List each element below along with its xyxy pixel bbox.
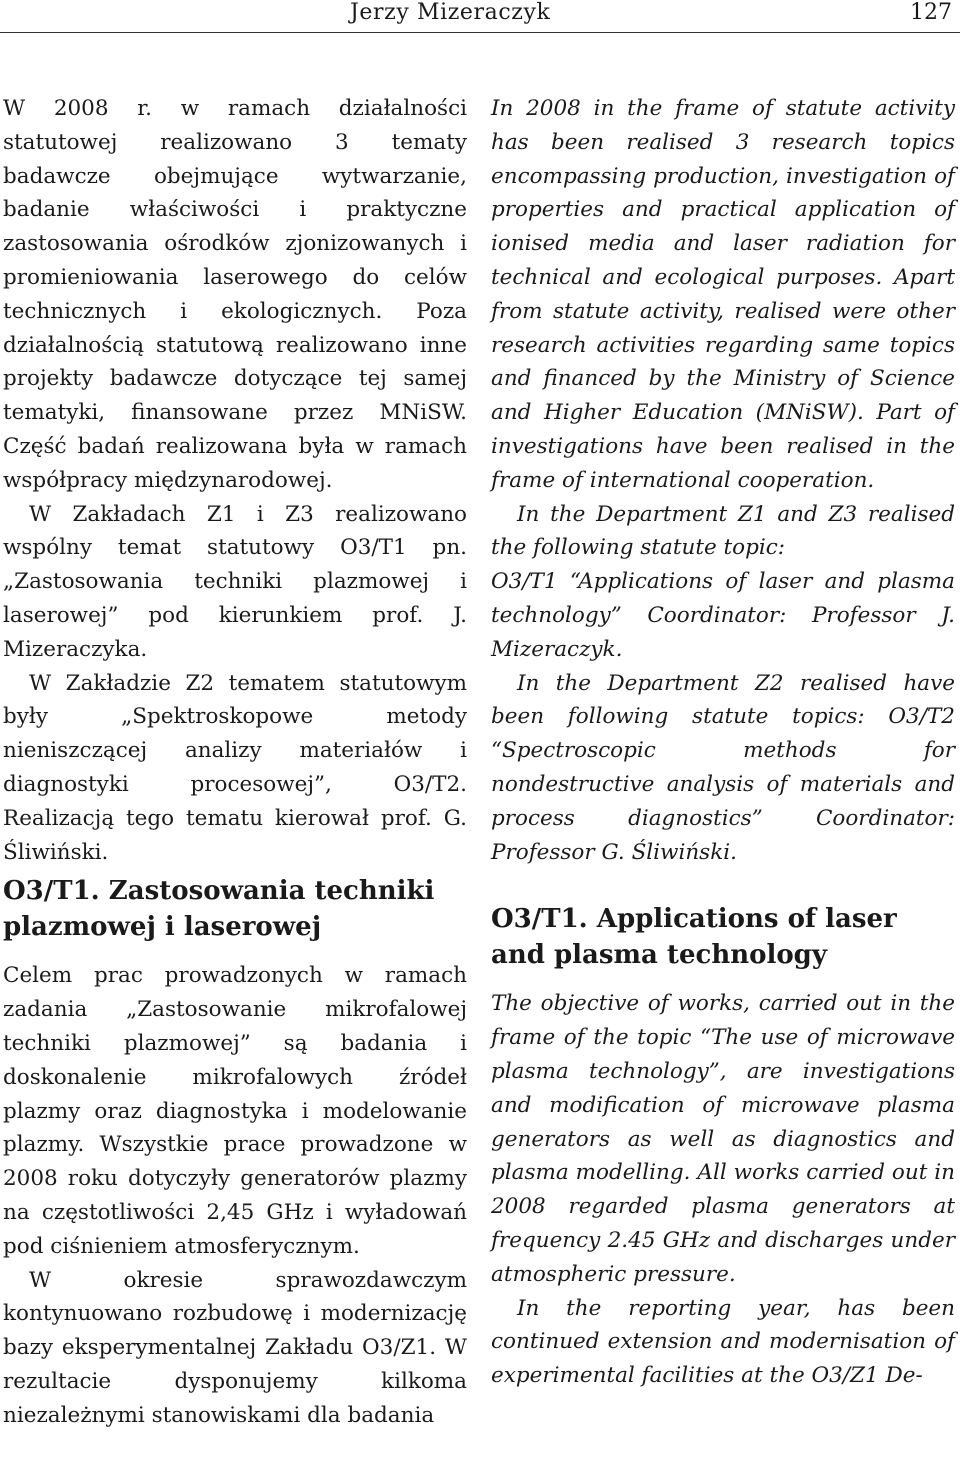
section-heading: O3/T1. Zastosowania techniki plazmowej i laserowej <box>3 876 435 943</box>
polish-column <box>3 92 467 1432</box>
english-column <box>491 92 955 1393</box>
intro-paragraph: W 2008 r. w ramach działalności statutowej realizowano 3 tematy badawcze obejmujące wytwarzanie, badanie właściwości i praktyczne zastosowania ośrodków zjonizowanych i promieniowania laserowego do celów technicznych i ekologicznych. Poza działalnością statutową realizowano inne projekty badawcze dotyczące tej samej tematyki, finansowane przez MNiSW. Część badań realizowana była w ramach współpracy międzynarodowej. <box>3 96 467 493</box>
reporting-paragraph: W okresie sprawozdawczym kontynuowano rozbudowę i modernizację bazy eksperymentalnej Zakładu O3/Z1. W rezultacie dysponujemy kilkoma niezależnymi stanowiskami dla badania <box>3 1267 467 1428</box>
header-rule <box>0 32 960 33</box>
topic-z1-z3-paragraph: W Zakładach Z1 i Z3 realizowano wspólny temat statutowy O3/T1 pn. „Zastosowania techniki plazmowej i laserowej” pod kierunkiem prof. J. Mizeraczyka. <box>3 501 467 662</box>
page-number: 127 <box>910 0 952 25</box>
intro-paragraph: In 2008 in the frame of statute activity has been realised 3 research topics encompassing production, investigation of properties and practical application of ionised media and laser radiation for technical and ecological purposes. Apart from statute activity, realised were other research activities regarding same topics and financed by the Ministry of Science and Higher Education (MNiSW). Part of investigations have been realised in the frame of international cooperation. <box>491 96 955 493</box>
objective-paragraph: Celem prac prowadzonych w ramach zadania „Zastosowanie mikrofalowej techniki plazmowej” są badania i doskonalenie mikrofalowych źródeł plazmy oraz diagnostyka i modelowanie plazmy. Wszystkie prace prowadzone w 2008 roku dotyczyły generatorów plazmy na częstotliwości 2,45 GHz i wyładowań pod ciśnieniem atmosferycznym. <box>3 963 467 1259</box>
objective-paragraph: The objective of works, carried out in the frame of the topic “The use of microwave plasma technology”, are investigations and modification of microwave plasma generators as well as diagnostics and plasma modelling. All works carried out in 2008 regarded plasma generators at frequency 2.45 GHz and discharges under atmospheric pressure. <box>491 991 955 1287</box>
reporting-paragraph: In the reporting year, has been continued extension and modernisation of experimental facilities at the O3/Z1 De- <box>491 1295 955 1389</box>
running-header <box>0 0 960 32</box>
topic-o3-t1-paragraph: O3/T1 “Applications of laser and plasma technology” Coordinator: Professor J. Mizeraczyk. <box>491 569 955 662</box>
section-heading: O3/T1. Applications of laser and plasma technology <box>491 904 897 971</box>
header-author: Jerzy Mizeraczyk <box>350 0 551 25</box>
topic-z2-paragraph: W Zakładzie Z2 tematem statutowym były „Spektroskopowe metody nieniszczącej analizy materiałów i diagnostyki procesowej”, O3/T2. Realizacją tego tematu kierował prof. G. Śliwiński. <box>3 670 467 865</box>
topic-z2-paragraph: In the Department Z2 realised have been following statute topics: O3/T2 “Spectroscopic methods for nondestructive analysis of materials and process diagnostics” Coordinator: Professor G. Śliwiński. <box>491 670 955 865</box>
topic-z1-z3-paragraph: In the Department Z1 and Z3 realised the following statute topic: <box>491 501 955 561</box>
